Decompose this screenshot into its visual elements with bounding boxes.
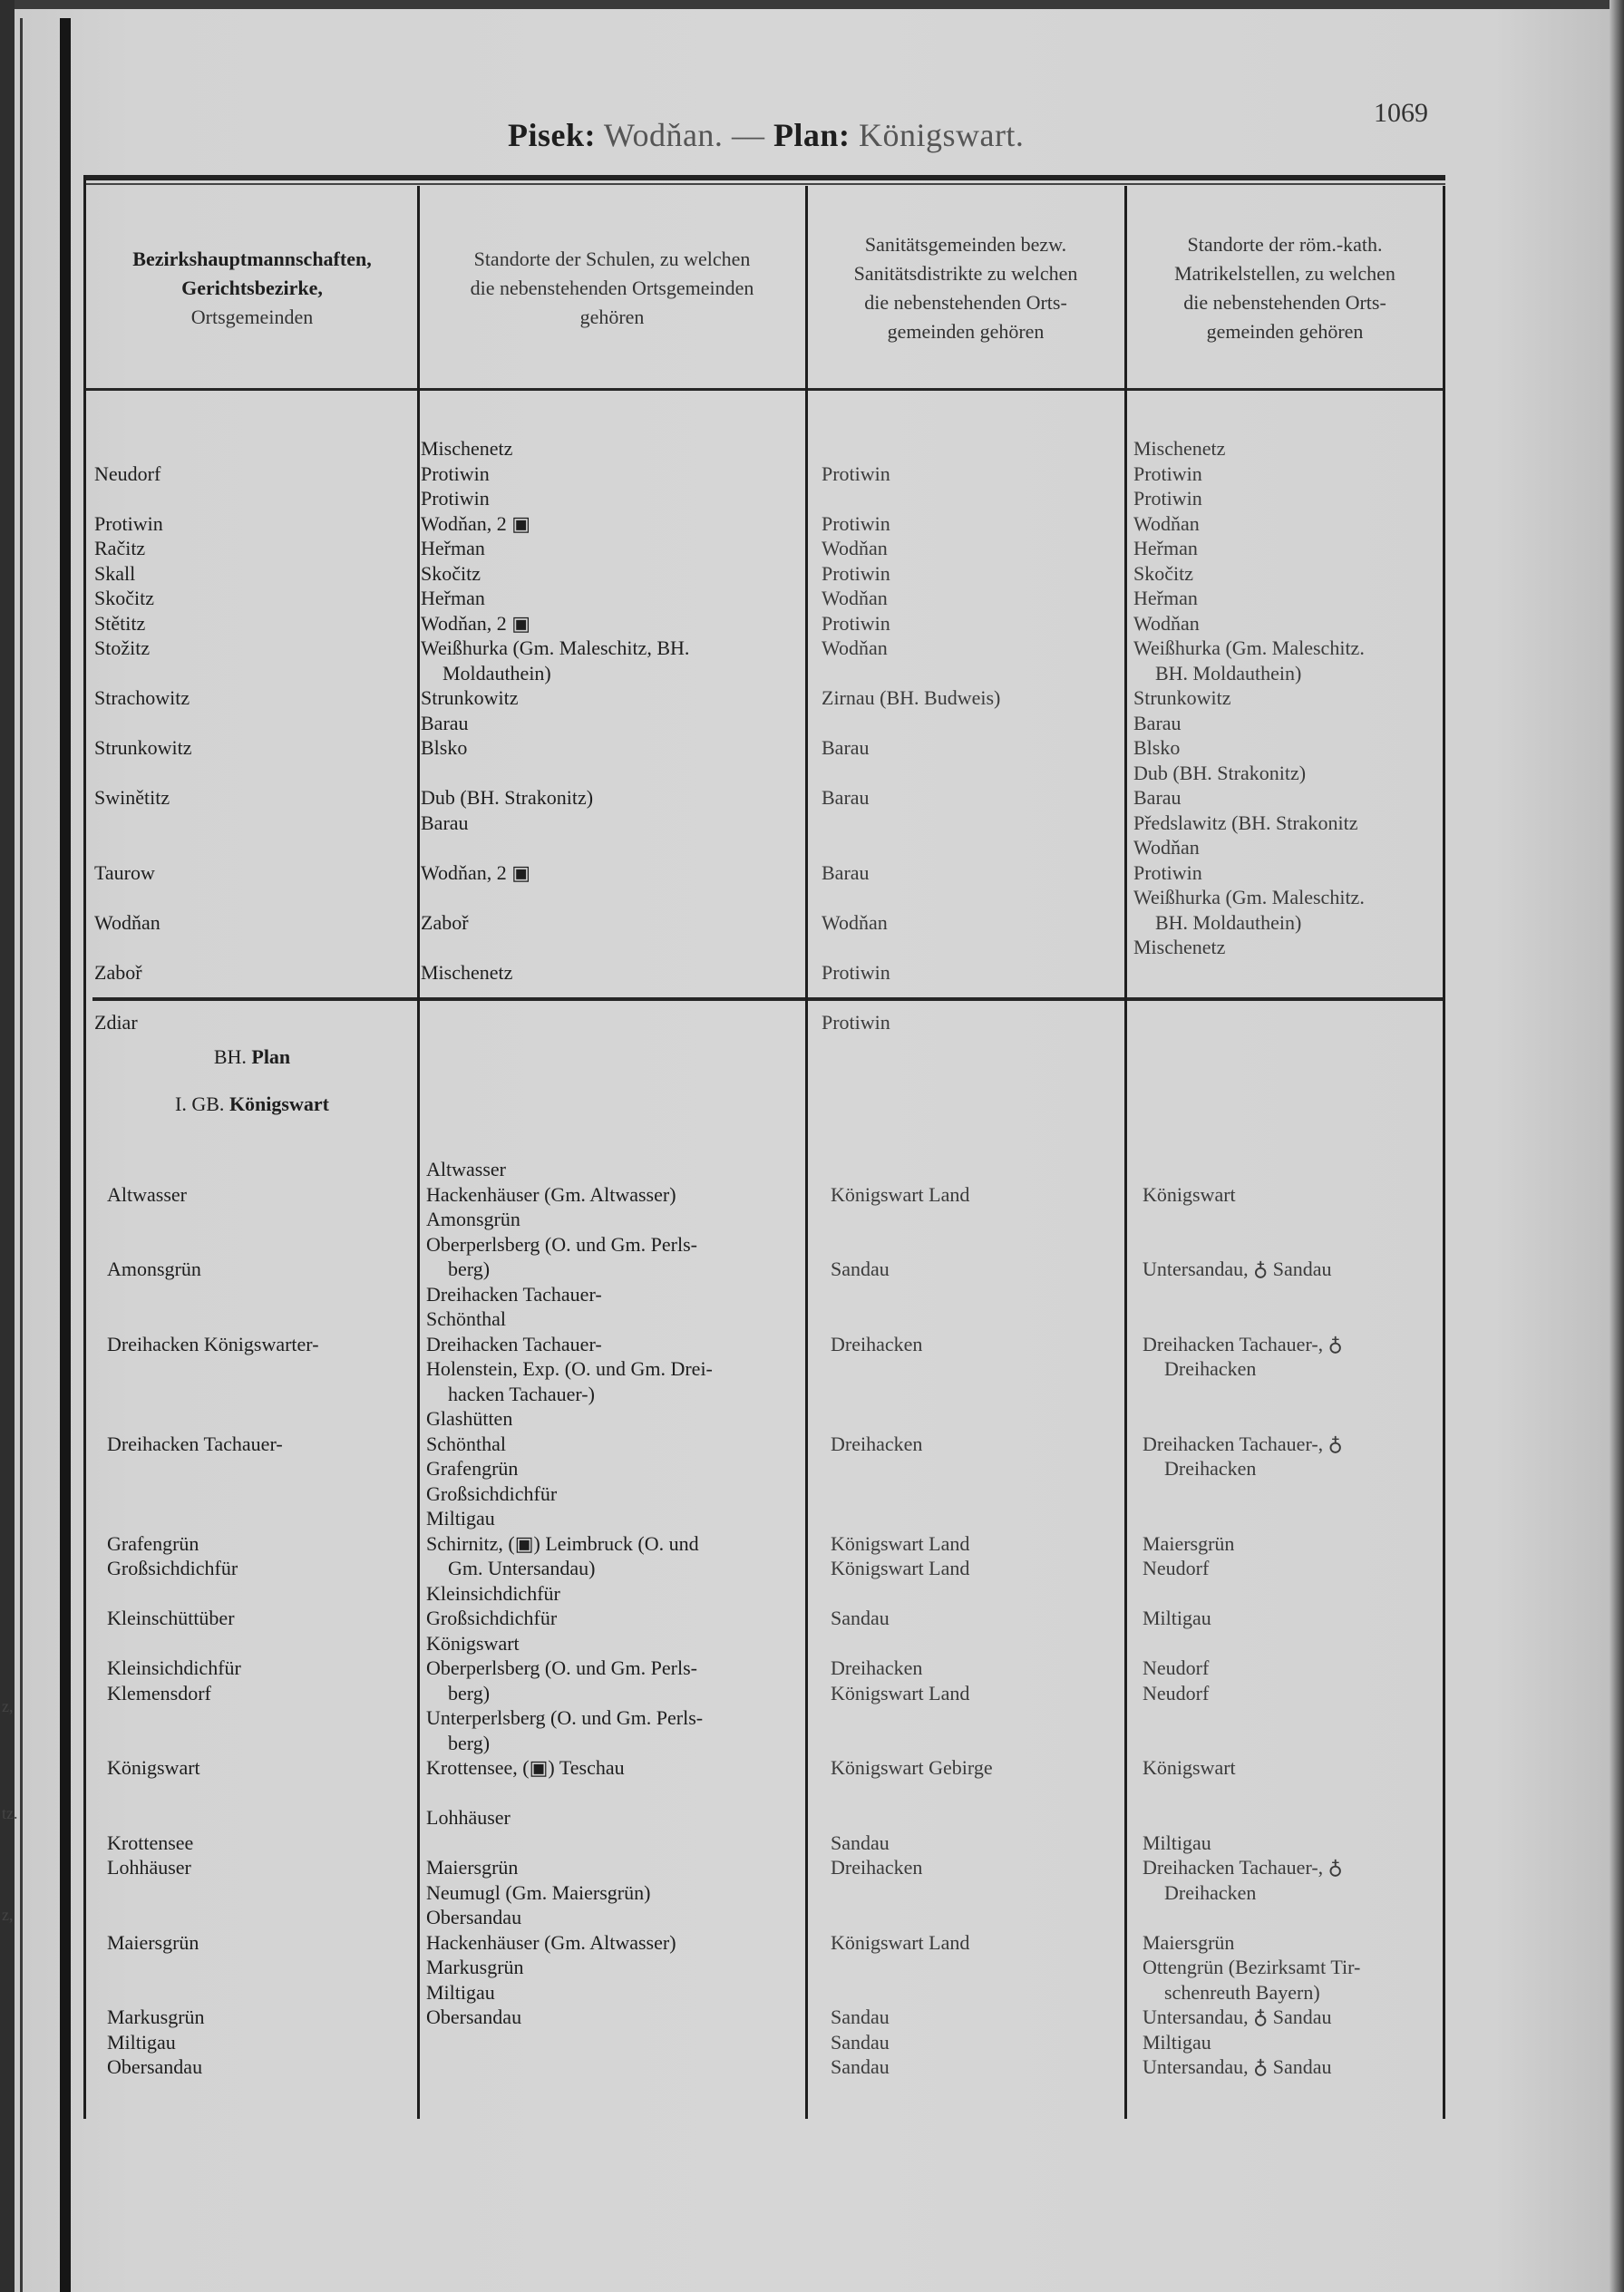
table-cell-line: Miltigau <box>426 1980 495 2004</box>
margin-fragment: z, <box>2 1906 14 1924</box>
column-rule-left <box>83 175 86 2119</box>
table-cell-line: Lohhäuser <box>107 1856 191 1879</box>
table-cell-line: Neudorf <box>1143 1656 1210 1679</box>
table-cell-line: Sandau <box>831 2005 890 2028</box>
table-cell-line: Mischenetz <box>1133 437 1226 460</box>
table-cell-line: Königswart Land <box>831 1182 970 1206</box>
table-cell-line: Untersandau, ♁ Sandau <box>1143 2055 1332 2078</box>
page-number: 1069 <box>1374 98 1428 128</box>
table-cell-line: Dreihacken <box>1164 1357 1257 1380</box>
table-cell-line <box>107 1955 319 1980</box>
running-head-court2: Königswart. <box>858 117 1025 153</box>
table-cell-line: Gm. Untersandau) <box>448 1557 596 1579</box>
header-sanitary <box>809 191 1123 385</box>
header-municipalities <box>89 191 415 385</box>
table-cell-line: Barau <box>1133 711 1182 734</box>
table-top-rule <box>83 175 1445 180</box>
running-head <box>508 116 1024 154</box>
district-name: Plan <box>251 1045 291 1068</box>
table-cell-line: Amonsgrün <box>107 1258 201 1280</box>
table-cell-line: Grafengrün <box>107 1531 199 1555</box>
table-cell-line <box>107 1581 319 1607</box>
header-bottom-rule <box>83 388 1445 391</box>
section2-municipalities <box>107 1157 319 2080</box>
table-cell-line: Barau <box>822 786 870 809</box>
table-cell-line <box>822 835 1000 860</box>
table-cell-line <box>1143 1631 1360 1656</box>
table-cell-line: Protiwin <box>421 487 490 510</box>
table-cell-line <box>822 761 1000 786</box>
table-cell-line: Großsichdichfür <box>426 1607 558 1629</box>
table-cell-line: Obersandau <box>426 1906 522 1928</box>
table-cell-line: schenreuth Bayern) <box>1164 1980 1320 2004</box>
table-cell-line <box>421 835 689 860</box>
running-head-district: Pisek: <box>508 117 596 153</box>
table-cell-line <box>831 1232 993 1258</box>
table-cell-line <box>107 1232 319 1258</box>
table-cell-line: Protiwin <box>822 1010 890 1034</box>
table-cell-line: Wodňan, 2 ▣ <box>421 611 531 635</box>
table-cell-line: Hackenhäuser (Gm. Altwasser) <box>426 1930 676 1954</box>
table-cell-line: Taurow <box>94 860 155 884</box>
table-cell-line: Dreihacken <box>831 1856 923 1879</box>
table-cell-line: Protiwin <box>1133 860 1202 884</box>
table-cell-line <box>831 1905 993 1930</box>
header-line: Ortsgemeinden <box>190 306 314 328</box>
table-cell-line: Skall <box>94 561 136 585</box>
table-cell-line: Protiwin <box>421 461 490 485</box>
section1-schools <box>421 436 689 985</box>
column-rule-3 <box>1124 186 1127 2119</box>
table-cell-line: Dreihacken Tachauer- <box>107 1432 283 1455</box>
table-cell-line: Miltigau <box>426 1507 495 1530</box>
table-cell-line: Wodňan <box>822 587 888 609</box>
table-cell-line <box>107 1705 319 1731</box>
table-cell-line <box>1143 1232 1360 1258</box>
table-cell-line: Sandau <box>831 1831 890 1854</box>
table-cell-line: Heřman <box>1133 537 1198 559</box>
table-cell-line: Königswart <box>1143 1756 1236 1779</box>
table-cell-line: Dreihacken <box>1164 1880 1257 1904</box>
table-cell-line: Mischenetz <box>421 437 513 460</box>
table-cell-line <box>426 1781 713 1806</box>
table-cell-line: Königswart <box>107 1756 200 1779</box>
table-cell-line <box>1143 1781 1360 1806</box>
table-cell-line: Dreihacken Tachauer- <box>426 1332 602 1355</box>
table-cell-line: Sandau <box>831 1607 890 1629</box>
table-cell-line: Ottengrün (Bezirksamt Tir- <box>1143 1956 1361 1978</box>
table-cell-line <box>1143 1905 1360 1930</box>
table-cell-line: Wodňan <box>94 910 160 934</box>
table-cell-line: Hackenhäuser (Gm. Altwasser) <box>426 1182 676 1206</box>
table-cell-line: Neudorf <box>1143 1681 1210 1704</box>
table-cell-line <box>1143 1207 1360 1232</box>
table-cell-line <box>831 1506 993 1531</box>
table-cell-line <box>1143 1506 1360 1531</box>
table-cell-line: Schönthal <box>426 1307 506 1330</box>
section2-parish <box>1143 1157 1360 2080</box>
header-schools <box>421 191 803 385</box>
table-cell-line: Dreihacken <box>831 1656 923 1679</box>
table-cell-line <box>831 1382 993 1407</box>
section1-sanitary <box>822 436 1000 1034</box>
header-line: gemeinden gehören <box>1206 320 1364 343</box>
column-rule-1 <box>417 186 420 2119</box>
scan-top-shadow <box>0 0 1624 9</box>
table-cell-line <box>107 1282 319 1307</box>
table-cell-line <box>107 1805 319 1831</box>
table-cell-line <box>94 661 192 686</box>
table-cell-line: Kleinsichdichfür <box>107 1656 241 1679</box>
table-top-rule-thin <box>83 183 1445 185</box>
table-cell-line <box>94 835 192 860</box>
table-cell-line: Königswart Gebirge <box>831 1756 993 1779</box>
table-cell-line: Wodňan <box>1133 511 1200 535</box>
table-cell-line <box>831 1980 993 2005</box>
table-cell-line: Strunkowitz <box>94 736 192 759</box>
table-cell-line <box>107 1382 319 1407</box>
table-cell-line <box>831 1781 993 1806</box>
table-cell-line <box>107 1731 319 1756</box>
table-cell-line <box>107 1481 319 1507</box>
header-line: gemeinden gehören <box>887 320 1045 343</box>
table-cell-line: Strachowitz <box>94 686 190 709</box>
table-cell-line: Protiwin <box>822 611 890 635</box>
table-cell-line <box>831 1306 993 1332</box>
table-cell-line <box>1143 1481 1360 1507</box>
table-cell-line: Krottensee, (▣) Teschau <box>426 1756 625 1779</box>
table-cell-line: berg) <box>448 1731 491 1754</box>
table-cell-line: Königswart Land <box>831 1531 970 1555</box>
table-cell-line: Untersandau, ♁ Sandau <box>1143 2005 1332 2028</box>
table-cell-line: Schönthal <box>426 1432 506 1455</box>
table-cell-line: Wodňan <box>822 636 888 659</box>
table-cell-line: Maiersgrün <box>107 1930 199 1954</box>
table-cell-line: Maiersgrün <box>1143 1531 1235 1555</box>
table-cell-line: Dreihacken Tachauer-, ♁ <box>1143 1332 1343 1355</box>
table-cell-line: Heřman <box>421 537 485 559</box>
table-cell-line: BH. Moldauthein) <box>1155 910 1302 934</box>
table-cell-line: Weißhurka (Gm. Maleschitz, BH. <box>421 636 690 659</box>
table-cell-line: Lohhäuser <box>426 1806 511 1829</box>
table-cell-line: Skočitz <box>1133 561 1193 585</box>
scan-right-edge <box>1609 0 1624 2292</box>
table-cell-line <box>822 436 1000 461</box>
table-cell-line: Zaboř <box>94 960 142 984</box>
header-line: Standorte der Schulen, zu welchen <box>473 248 751 270</box>
table-cell-line: Protiwin <box>1133 487 1202 510</box>
table-cell-line <box>107 1356 319 1382</box>
table-cell-line: Amonsgrün <box>426 1208 520 1230</box>
column-rule-2 <box>805 186 808 2119</box>
table-cell-line: Protiwin <box>94 511 163 535</box>
table-cell-line: Obersandau <box>426 2005 522 2028</box>
table-cell-line <box>831 1631 993 1656</box>
table-cell-line <box>831 1282 993 1307</box>
table-cell-line: Barau <box>421 711 469 734</box>
header-line: Bezirkshauptmannschaften, <box>132 248 372 270</box>
table-cell-line: Sandau <box>831 2055 890 2078</box>
running-head-court: Wodňan. <box>603 117 724 153</box>
table-cell-line: berg) <box>448 1681 491 1704</box>
table-cell-line <box>831 1880 993 1906</box>
table-cell-line: Dreihacken Königswarter- <box>107 1332 319 1355</box>
table-cell-line: Blsko <box>421 736 468 759</box>
table-cell-line <box>107 1631 319 1656</box>
table-cell-line <box>94 985 192 1010</box>
table-cell-line <box>831 1456 993 1481</box>
district-title <box>89 1045 415 1069</box>
table-cell-line: Neudorf <box>94 461 161 485</box>
table-cell-line <box>1143 1581 1360 1607</box>
section1-municipalities <box>94 436 192 1034</box>
table-cell-line <box>1143 1705 1360 1731</box>
header-line: die nebenstehenden Ortsgemeinden <box>470 277 754 299</box>
table-cell-line <box>831 1581 993 1607</box>
table-cell-line: Weißhurka (Gm. Maleschitz. <box>1133 886 1365 908</box>
table-cell-line: Protiwin <box>822 561 890 585</box>
table-cell-line: Moldauthein) <box>442 661 551 685</box>
table-cell-line: Barau <box>421 811 469 834</box>
table-cell-line: BH. Moldauthein) <box>1155 661 1302 685</box>
table-cell-line <box>822 661 1000 686</box>
table-cell-line <box>94 711 192 736</box>
table-cell-line: Barau <box>822 860 870 884</box>
table-cell-line <box>107 1506 319 1531</box>
table-cell-line: Protiwin <box>822 461 890 485</box>
column-rule-right <box>1443 186 1445 2119</box>
header-line: Sanitätsdistrikte zu welchen <box>853 262 1078 285</box>
table-cell-line: Heřman <box>1133 587 1198 609</box>
table-cell-line <box>94 935 192 960</box>
table-cell-line: Miltigau <box>1143 1607 1211 1629</box>
table-cell-line: Miltigau <box>1143 1831 1211 1854</box>
table-cell-line: Oberperlsberg (O. und Gm. Perls- <box>426 1656 697 1679</box>
table-cell-line: Barau <box>822 736 870 759</box>
table-cell-line: Neumugl (Gm. Maiersgrün) <box>426 1880 651 1904</box>
table-cell-line <box>831 1157 993 1182</box>
table-cell-line: Stětitz <box>94 611 146 635</box>
table-cell-line <box>1143 1406 1360 1432</box>
table-cell-line: Sandau <box>831 1258 890 1280</box>
table-cell-line <box>107 1880 319 1906</box>
header-parish-registry <box>1128 191 1442 385</box>
table-cell-line: Blsko <box>1133 736 1181 759</box>
table-cell-line: Markusgrün <box>107 2005 205 2028</box>
table-cell-line <box>1143 1731 1360 1756</box>
table-cell-line: Maiersgrün <box>426 1856 519 1879</box>
table-cell-line: Sandau <box>831 2030 890 2054</box>
table-cell-line: Grafengrün <box>426 1457 519 1480</box>
table-cell-line: Untersandau, ♁ Sandau <box>1143 1258 1332 1280</box>
court-district-label: I. GB. <box>175 1093 225 1115</box>
table-cell-line: Neudorf <box>1143 1557 1210 1579</box>
section2-schools <box>426 1157 713 2030</box>
table-cell-line <box>822 985 1000 1010</box>
table-cell-line <box>94 885 192 910</box>
table-cell-line <box>94 486 192 511</box>
table-cell-line: Swinětitz <box>94 786 170 809</box>
table-cell-line: Wodňan, 2 ▣ <box>421 860 531 884</box>
table-cell-line: Protiwin <box>1133 461 1202 485</box>
table-cell-line <box>107 1207 319 1232</box>
table-cell-line <box>421 885 689 910</box>
binding-rule <box>60 18 71 2292</box>
table-cell-line: Obersandau <box>107 2055 203 2078</box>
table-cell-line: Königswart Land <box>831 1681 970 1704</box>
table-cell-line: Heřman <box>421 587 485 609</box>
table-cell-line: Mischenetz <box>421 960 513 984</box>
table-cell-line <box>831 1955 993 1980</box>
section-divider-rule <box>92 997 1445 1001</box>
table-cell-line <box>822 935 1000 960</box>
table-cell-line: Königswart Land <box>831 1557 970 1579</box>
table-cell-line: Glashütten <box>426 1407 513 1430</box>
table-cell-line <box>107 1905 319 1930</box>
table-cell-line <box>94 761 192 786</box>
table-cell-line <box>94 436 192 461</box>
table-cell-line: Miltigau <box>1143 2030 1211 2054</box>
table-cell-line: Wodňan <box>822 537 888 559</box>
table-cell-line: Großsichdichfür <box>107 1557 238 1579</box>
table-cell-line <box>94 811 192 836</box>
table-cell-line: Dreihacken Tachauer- <box>426 1282 602 1306</box>
section1-parish <box>1133 436 1365 960</box>
table-cell-line <box>421 935 689 960</box>
table-cell-line: Miltigau <box>107 2030 176 2054</box>
table-cell-line <box>1143 1805 1360 1831</box>
header-line: Matrikelstellen, zu welchen <box>1174 262 1395 285</box>
table-cell-line: Unterperlsberg (O. und Gm. Perls- <box>426 1706 704 1729</box>
header-line: Sanitätsgemeinden bezw. <box>864 233 1067 256</box>
table-cell-line <box>831 1207 993 1232</box>
table-cell-line: Strunkowitz <box>421 686 519 709</box>
table-cell-line: Schirnitz, (▣) Leimbruck (O. und <box>426 1531 699 1555</box>
table-cell-line: Barau <box>1133 786 1182 809</box>
margin-fragment: z, <box>2 1697 14 1715</box>
table-cell-line: Dreihacken Tachauer-, ♁ <box>1143 1856 1343 1879</box>
section2-sanitary <box>831 1157 993 2080</box>
table-cell-line <box>107 1406 319 1432</box>
table-cell-line: Altwasser <box>426 1158 506 1180</box>
court-district-name: Königswart <box>229 1093 329 1115</box>
running-head-separator: — <box>731 117 765 153</box>
scan-left-gutter <box>0 0 15 2292</box>
margin-fragment: tz. <box>2 1804 18 1822</box>
table-cell-line: Dub (BH. Strakonitz) <box>1133 761 1307 784</box>
table-cell-line <box>107 1781 319 1806</box>
table-cell-line: Zdiar <box>94 1010 138 1034</box>
table-cell-line <box>831 1705 993 1731</box>
table-cell-line: Klemensdorf <box>107 1681 211 1704</box>
table-cell-line: Holenstein, Exp. (O. und Gm. Drei- <box>426 1357 713 1380</box>
table-cell-line: Protiwin <box>822 511 890 535</box>
table-cell-line: Kleinschüttüber <box>107 1607 235 1629</box>
header-line: gehören <box>579 306 645 328</box>
table-cell-line <box>107 1980 319 2005</box>
table-cell-line <box>831 1481 993 1507</box>
table-cell-line <box>107 1306 319 1332</box>
table-cell-line: Zirnau (BH. Budweis) <box>822 686 1001 709</box>
table-cell-line: Oberperlsberg (O. und Gm. Perls- <box>426 1232 697 1256</box>
table-cell-line: Königswart <box>426 1631 520 1655</box>
table-cell-line <box>1143 1306 1360 1332</box>
table-cell-line <box>107 1157 319 1182</box>
table-cell-line: Wodňan <box>822 910 888 934</box>
table-cell-line <box>822 711 1000 736</box>
table-cell-line: Skočitz <box>94 587 154 609</box>
table-cell-line: Račitz <box>94 537 146 559</box>
table-cell-line: Markusgrün <box>426 1956 524 1978</box>
table-cell-line: Protiwin <box>822 960 890 984</box>
table-cell-line <box>107 1456 319 1481</box>
table-cell-line <box>831 1406 993 1432</box>
table-cell-line <box>1143 1157 1360 1182</box>
table-cell-line <box>421 761 689 786</box>
table-cell-line <box>822 885 1000 910</box>
binding-rule-thin <box>20 18 23 2292</box>
table-cell-line: Kleinsichdichfür <box>426 1581 560 1605</box>
table-cell-line: Wodňan, 2 ▣ <box>421 511 531 535</box>
table-cell-line: Königswart Land <box>831 1930 970 1954</box>
header-line: die nebenstehenden Orts- <box>1183 291 1386 314</box>
table-cell-line <box>831 1731 993 1756</box>
table-cell-line <box>1143 1382 1360 1407</box>
table-cell-line <box>822 811 1000 836</box>
table-cell-line: Maiersgrün <box>1143 1930 1235 1954</box>
table-cell-line: Großsichdichfür <box>426 1481 558 1505</box>
table-cell-line <box>831 1356 993 1382</box>
table-cell-line <box>822 486 1000 511</box>
table-cell-line: Wodňan <box>1133 836 1200 859</box>
table-cell-line: Dreihacken <box>831 1432 923 1455</box>
table-cell-line: Stožitz <box>94 636 151 659</box>
table-cell-line: berg) <box>448 1258 491 1280</box>
table-cell-line: Dreihacken <box>1164 1457 1257 1480</box>
table-cell-line: Zaboř <box>421 910 469 934</box>
table-cell-line <box>831 1805 993 1831</box>
table-cell-line: Wodňan <box>1133 611 1200 635</box>
running-head-district2: Plan: <box>773 117 851 153</box>
table-cell-line: Mischenetz <box>1133 936 1226 958</box>
table-cell-line: Weißhurka (Gm. Maleschitz. <box>1133 636 1365 659</box>
table-cell-line: Strunkowitz <box>1133 686 1231 709</box>
table-cell-line: Dreihacken <box>831 1332 923 1355</box>
gazetteer-table <box>83 175 1445 2119</box>
header-line: Gerichtsbezirke, <box>181 277 323 299</box>
table-cell-line: Dub (BH. Strakonitz) <box>421 786 594 809</box>
header-line: Standorte der röm.-kath. <box>1187 233 1383 256</box>
header-line: die nebenstehenden Orts- <box>864 291 1067 314</box>
district-label: BH. <box>213 1045 247 1068</box>
table-cell-line <box>1143 1282 1360 1307</box>
table-cell-line: Skočitz <box>421 561 481 585</box>
table-cell-line: Königswart <box>1143 1182 1236 1206</box>
table-cell-line: Altwasser <box>107 1182 187 1206</box>
table-cell-line: Dreihacken Tachauer-, ♁ <box>1143 1432 1343 1455</box>
table-cell-line <box>426 1831 713 1856</box>
table-cell-line: Předslawitz (BH. Strakonitz <box>1133 811 1358 834</box>
court-district-title <box>89 1093 415 1116</box>
table-cell-line: Krottensee <box>107 1831 194 1854</box>
table-cell-line: hacken Tachauer-) <box>448 1382 595 1405</box>
